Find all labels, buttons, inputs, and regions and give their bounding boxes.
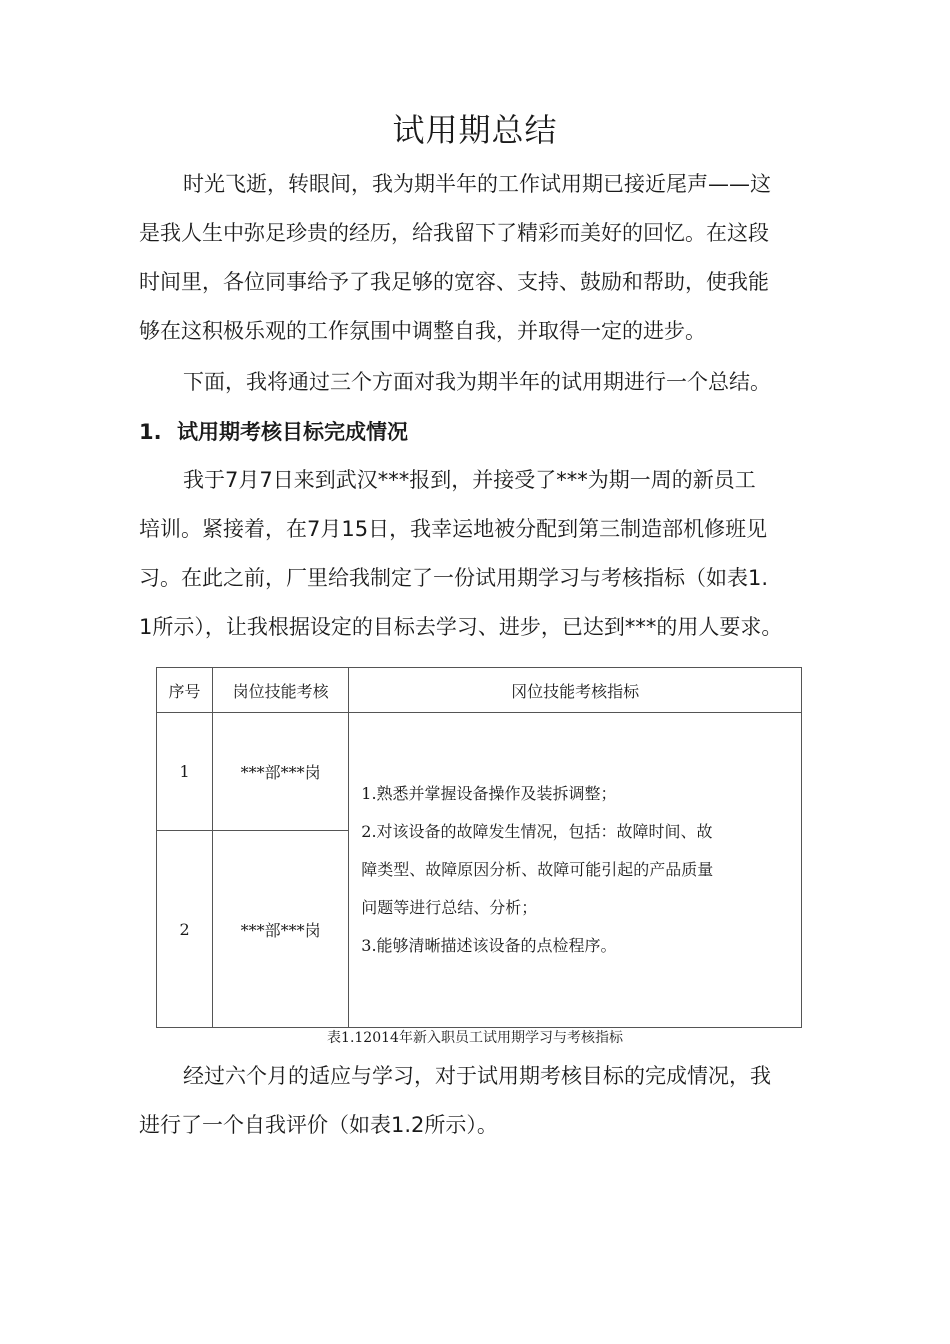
row-number-cell: 1 — [157, 713, 213, 831]
row-number-cell: 2 — [157, 831, 213, 1028]
criteria-line: 问题等进行总结、分析； — [361, 898, 538, 917]
intro-line: 够在这积极乐观的工作氛围中调整自我，并取得一定的进步。 — [139, 319, 706, 343]
overview-line: 下面，我将通过三个方面对我为期半年的试用期进行一个总结。 — [183, 370, 771, 394]
closing-line: 进行了一个自我评价（如表1.2所示）。 — [139, 1113, 498, 1137]
criteria-line: 1.熟悉并掌握设备操作及装拆调整； — [361, 784, 617, 803]
overview-paragraph — [139, 358, 819, 407]
criteria-cell — [349, 713, 802, 1028]
criteria-line: 3.能够清晰描述该设备的点检程序。 — [361, 936, 617, 955]
header-cell-no: 序号 — [157, 668, 213, 713]
criteria-line: 障类型、故障原因分析、故障可能引起的产品质量 — [361, 860, 714, 879]
body-line: 1所示），让我根据设定的目标去学习、进步，已达到***的用人要求。 — [139, 615, 783, 639]
intro-paragraph — [139, 160, 819, 356]
section-number: 1. — [139, 420, 162, 444]
section-title: 试用期考核目标完成情况 — [177, 420, 408, 444]
header-cell-criteria: 冈位技能考核指标 — [349, 668, 802, 713]
section-body-paragraph — [139, 456, 819, 652]
body-line: 我于7月7日来到武汉***报到，并接受了***为期一周的新员工 — [183, 468, 756, 492]
closing-line: 经过六个月的适应与学习，对于试用期考核目标的完成情况，我 — [183, 1064, 771, 1088]
body-line: 培训。紧接着，在7月15日，我幸运地被分配到第三制造部机修班见 — [139, 517, 768, 541]
row-post-cell: ***部***岗 — [213, 713, 349, 831]
table-row — [157, 713, 802, 831]
intro-line: 是我人生中弥足珍贵的经历，给我留下了精彩而美好的回忆。在这段 — [139, 221, 769, 245]
table-header-row — [157, 668, 802, 713]
intro-line: 时间里，各位同事给予了我足够的宽容、支持、鼓励和帮助，使我能 — [139, 270, 769, 294]
criteria-line: 2.对该设备的故障发生情况，包括：故障时间、故 — [361, 822, 713, 841]
intro-line: 时光飞逝，转眼间，我为期半年的工作试用期已接近尾声——这 — [183, 172, 771, 196]
assessment-table — [156, 667, 802, 1028]
header-cell-post: 岗位技能考核 — [213, 668, 349, 713]
row-post-cell: ***部***岗 — [213, 831, 349, 1028]
section-heading — [139, 408, 408, 457]
document-title: 试用期总结 — [392, 111, 558, 149]
body-line: 习。在此之前，厂里给我制定了一份试用期学习与考核指标（如表1. — [139, 566, 769, 590]
table-caption: 表1.12014年新入职员工试用期学习与考核指标 — [327, 1030, 623, 1046]
closing-paragraph — [139, 1052, 819, 1150]
